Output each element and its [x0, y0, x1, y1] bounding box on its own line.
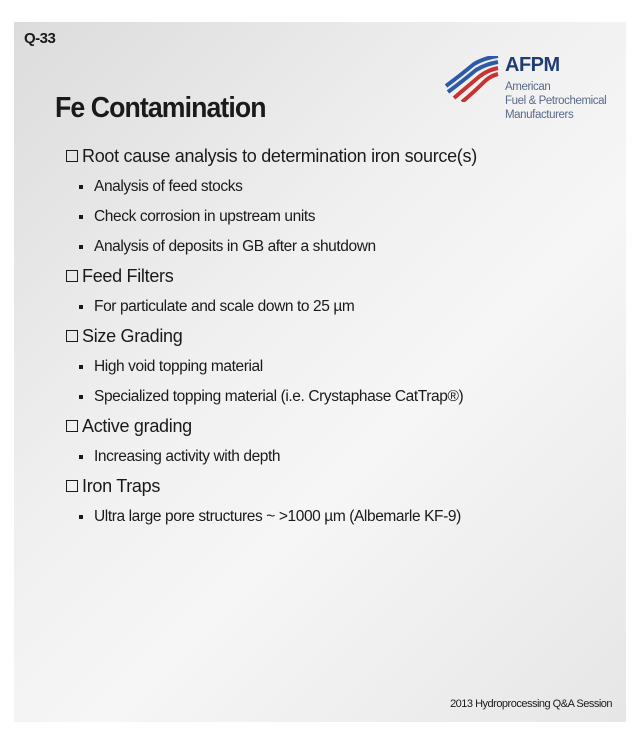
question-number: Q-33	[24, 30, 56, 47]
footer-session: 2013 Hydroprocessing Q&A Session	[450, 698, 612, 710]
bullet-item	[66, 507, 616, 527]
bullet-text: Specialized topping material (i.e. Crystaphase CatTrap®)	[94, 388, 464, 405]
section-heading-text: Active grading	[82, 416, 192, 436]
section-heading-text: Root cause analysis to determination iron source(s)	[82, 146, 477, 166]
logo-line-1: American	[505, 81, 551, 93]
bullet-text: Check corrosion in upstream units	[94, 208, 316, 225]
bullet-icon	[79, 305, 83, 309]
bullet-text: Analysis of deposits in GB after a shutdown	[94, 238, 376, 255]
afpm-logo	[444, 54, 624, 154]
bullet-text: For particulate and scale down to 25 µm	[94, 298, 355, 315]
bullet-icon	[79, 455, 83, 459]
bullet-icon	[79, 365, 83, 369]
logo-line-2: Fuel & Petrochemical	[505, 95, 607, 107]
section-heading	[66, 325, 616, 347]
checkbox-square-icon	[66, 480, 78, 492]
afpm-flag-icon	[444, 56, 500, 102]
bullet-text: Ultra large pore structures ~ >1000 µm (Albemarle KF-9)	[94, 508, 461, 525]
section-heading	[66, 145, 616, 167]
checkbox-square-icon	[66, 420, 78, 432]
section-heading-text: Iron Traps	[82, 476, 161, 496]
bullet-icon	[79, 515, 83, 519]
bullet-item	[66, 237, 616, 257]
section-heading	[66, 265, 616, 287]
logo-name: AFPM	[505, 54, 560, 76]
bullet-text: Increasing activity with depth	[94, 448, 281, 465]
section-heading	[66, 475, 616, 497]
bullet-item	[66, 207, 616, 227]
bullet-icon	[79, 185, 83, 189]
section-heading-text: Size Grading	[82, 326, 183, 346]
bullet-icon	[79, 245, 83, 249]
slide-content	[66, 145, 616, 527]
checkbox-square-icon	[66, 150, 78, 162]
section-heading	[66, 415, 616, 437]
bullet-item	[66, 357, 616, 377]
checkbox-square-icon	[66, 330, 78, 342]
slide	[14, 22, 626, 722]
slide-title: Fe Contamination	[55, 92, 266, 124]
logo-line-3: Manufacturers	[505, 109, 574, 121]
bullet-icon	[79, 215, 83, 219]
bullet-text: Analysis of feed stocks	[94, 178, 243, 195]
section-heading-text: Feed Filters	[82, 266, 174, 286]
checkbox-square-icon	[66, 270, 78, 282]
bullet-text: High void topping material	[94, 358, 263, 375]
bullet-icon	[79, 395, 83, 399]
bullet-item	[66, 177, 616, 197]
bullet-item	[66, 297, 616, 317]
bullet-item	[66, 447, 616, 467]
bullet-item	[66, 387, 616, 407]
